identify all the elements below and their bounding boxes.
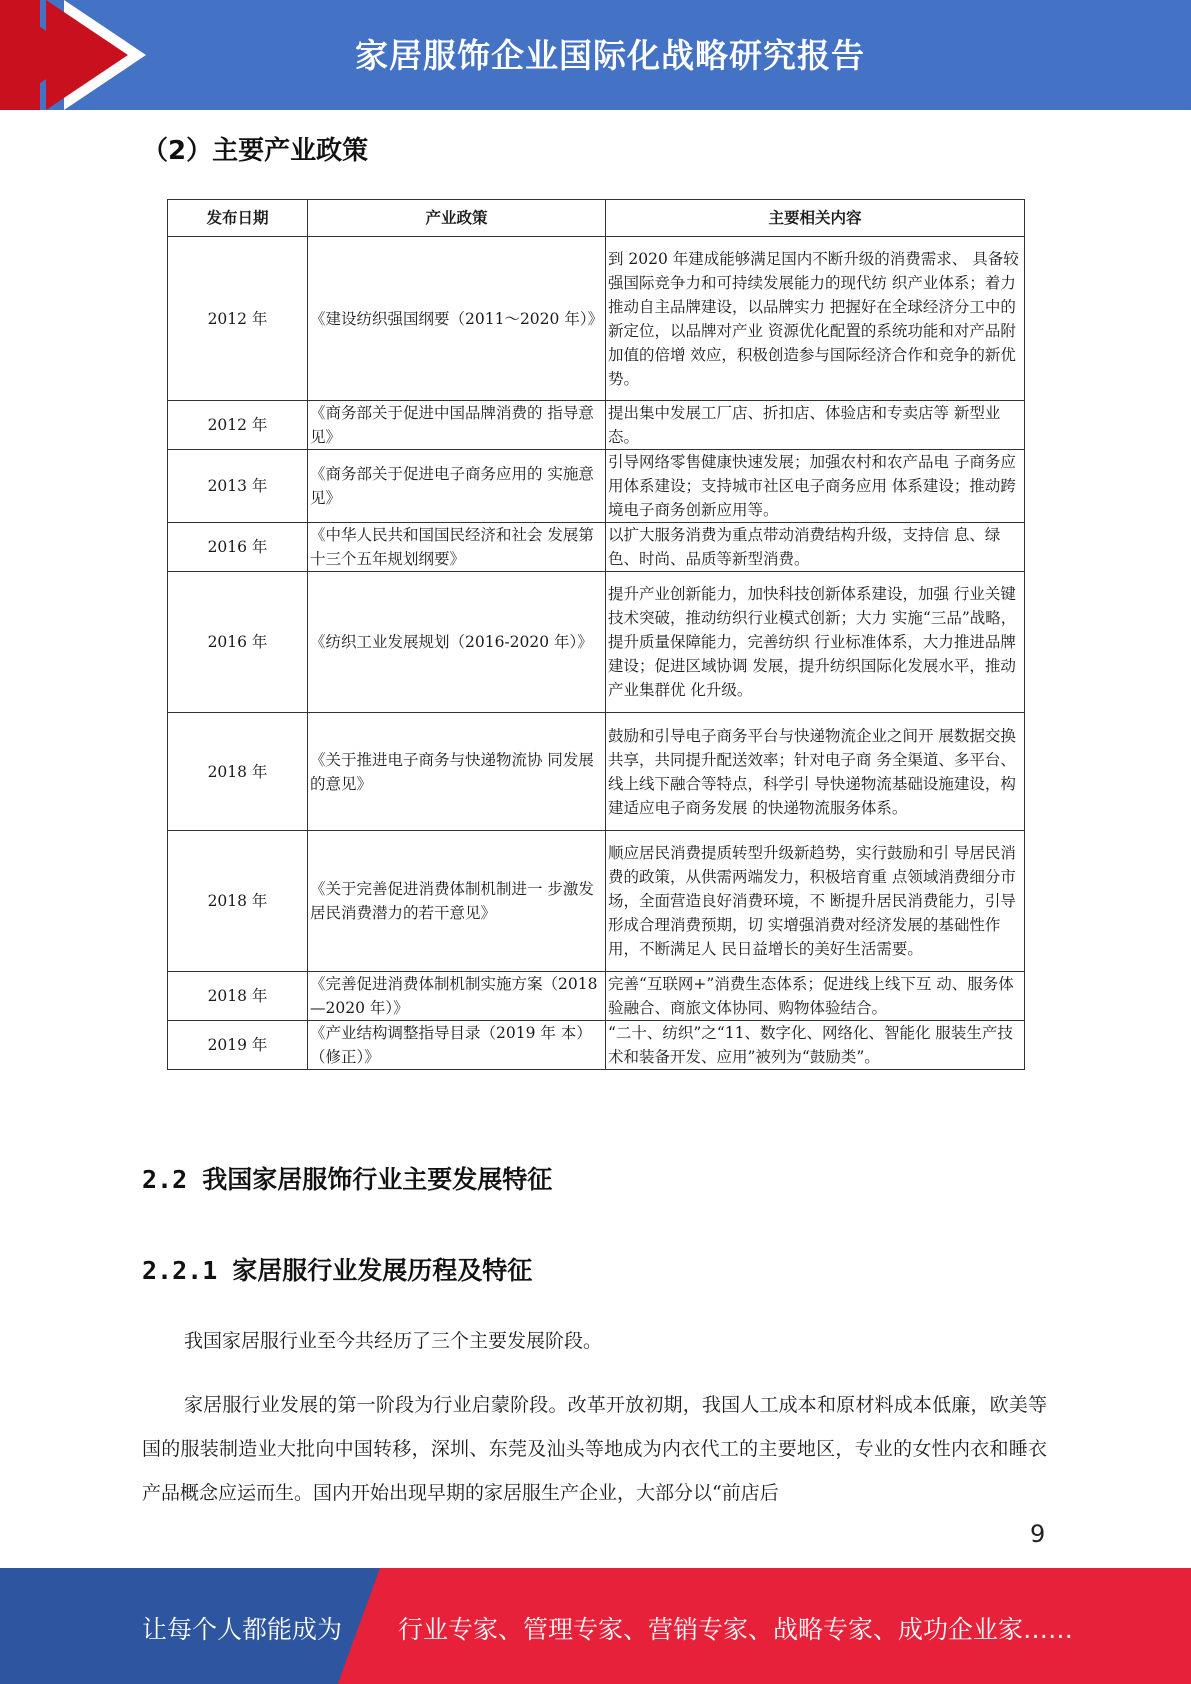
cell-date: 2018 年 — [168, 713, 308, 831]
cell-date: 2012 年 — [168, 401, 308, 450]
section-2-2-1-heading: 2.2.1 家居服行业发展历程及特征 — [142, 1256, 533, 1285]
cell-date: 2018 年 — [168, 972, 308, 1021]
cell-content: 提出集中发展工厂店、折扣店、体验店和专卖店等 新型业态。 — [606, 401, 1025, 450]
header-banner — [0, 0, 1191, 110]
cell-policy: 《完善促进消费体制机制实施方案（2018—2020 年）》 — [308, 972, 606, 1021]
cell-content: “二十、纺织”之“11、数字化、网络化、智能化 服装生产技术和装备开发、应用”被列为“鼓励类”。 — [606, 1021, 1025, 1070]
cell-policy: 《产业结构调整指导目录（2019 年 本）（修正）》 — [308, 1021, 606, 1070]
column-header-policy: 产业政策 — [308, 200, 606, 237]
cell-content: 到 2020 年建成能够满足国内不断升级的消费需求、 具备较强国际竞争力和可持续发展能力的现代纺 织产业体系；着力推动自主品牌建设，以品牌实力 把握好在全球经济分工中的新定位，以品牌对产业 资源优化配置的系统功能和对产品附加值的倍增 效应，积极创造参与国际经济合作和竞争的新优 势。 — [606, 237, 1025, 401]
cell-content: 以扩大服务消费为重点带动消费结构升级，支持信 息、绿色、时尚、品质等新型消费。 — [606, 523, 1025, 572]
cell-date: 2019 年 — [168, 1021, 308, 1070]
cell-policy: 《商务部关于促进电子商务应用的 实施意见》 — [308, 450, 606, 523]
table-header-row — [168, 200, 1025, 237]
table-row — [168, 1021, 1025, 1070]
cell-date: 2016 年 — [168, 572, 308, 713]
cell-content: 引导网络零售健康快速发展；加强农村和农产品电 子商务应用体系建设；支持城市社区电子商务应用 体系建设；推动跨境电子商务创新应用等。 — [606, 450, 1025, 523]
cell-content: 提升产业创新能力，加快科技创新体系建设，加强 行业关键技术突破，推动纺织行业模式创新；大力 实施“三品”战略，提升质量保障能力，完善纺织 行业标准体系，大力推进品牌建设；促进区域协调 发展，提升纺织国际化发展水平，推动产业集群优 化升级。 — [606, 572, 1025, 713]
cell-content: 鼓励和引导电子商务平台与快递物流企业之间开 展数据交换共享，共同提升配送效率；针对电子商 务全渠道、多平台、线上线下融合等特点，科学引 导快递物流基础设施建设，构建适应电子商务发展 的快递物流服务体系。 — [606, 713, 1025, 831]
cell-date: 2016 年 — [168, 523, 308, 572]
cell-content: 完善“互联网+”消费生态体系；促进线上线下互 动、服务体验融合、商旅文体协同、购物体验结合。 — [606, 972, 1025, 1021]
cell-content: 顺应居民消费提质转型升级新趋势，实行鼓励和引 导居民消费的政策，从供需两端发力，积极培育重 点领域消费细分市场，全面营造良好消费环境，不 断提升居民消费能力，引导形成合理消费预期，切 实增强消费对经济发展的基础性作用，不断满足人 民日益增长的美好生活需要。 — [606, 831, 1025, 972]
table-row — [168, 523, 1025, 572]
footer-slogan-left: 让每个人都能成为 — [142, 1615, 343, 1644]
table-row — [168, 972, 1025, 1021]
policy-section-heading: （2）主要产业政策 — [142, 136, 369, 166]
cell-policy: 《商务部关于促进中国品牌消费的 指导意见》 — [308, 401, 606, 450]
paragraph: 我国家居服行业至今共经历了三个主要发展阶段。 — [184, 1330, 603, 1352]
report-title: 家居服饰企业国际化战略研究报告 — [355, 36, 865, 75]
cell-policy: 《纺织工业发展规划（2016-2020 年）》 — [308, 572, 606, 713]
footer-slogan-right: 行业专家、管理专家、营销专家、战略专家、成功企业家…… — [398, 1615, 1074, 1644]
cell-policy: 《建设纺织强国纲要（2011～2020 年）》 — [308, 237, 606, 401]
section-2-2-heading: 2.2 我国家居服饰行业主要发展特征 — [142, 1165, 553, 1194]
cell-date: 2013 年 — [168, 450, 308, 523]
paragraph: 家居服行业发展的第一阶段为行业启蒙阶段。改革开放初期，我国人工成本和原材料成本低廉，欧美等国的服装制造业大批向中国转移，深圳、东莞及汕头等地成为内衣代工的主要地区，专业的女性内衣和睡衣产品概念应运而生。国内开始出现早期的家居服生产企业，大部分以“前店后 — [142, 1394, 1047, 1504]
table-row — [168, 572, 1025, 713]
footer-banner — [0, 1568, 1191, 1684]
cell-policy: 《关于完善促进消费体制机制进一 步激发居民消费潜力的若干意见》 — [308, 831, 606, 972]
cell-policy: 《关于推进电子商务与快递物流协 同发展的意见》 — [308, 713, 606, 831]
table-row — [168, 831, 1025, 972]
page-number: 9 — [1030, 1520, 1046, 1548]
cell-date: 2012 年 — [168, 237, 308, 401]
cell-policy: 《中华人民共和国国民经济和社会 发展第十三个五年规划纲要》 — [308, 523, 606, 572]
column-header-content: 主要相关内容 — [606, 200, 1025, 237]
column-header-date: 发布日期 — [168, 200, 308, 237]
header-chevron-inner — [46, 0, 128, 110]
table-row — [168, 237, 1025, 401]
cell-date: 2018 年 — [168, 831, 308, 972]
table-row — [168, 713, 1025, 831]
policy-table — [167, 199, 1025, 1070]
table-row — [168, 401, 1025, 450]
table-row — [168, 450, 1025, 523]
